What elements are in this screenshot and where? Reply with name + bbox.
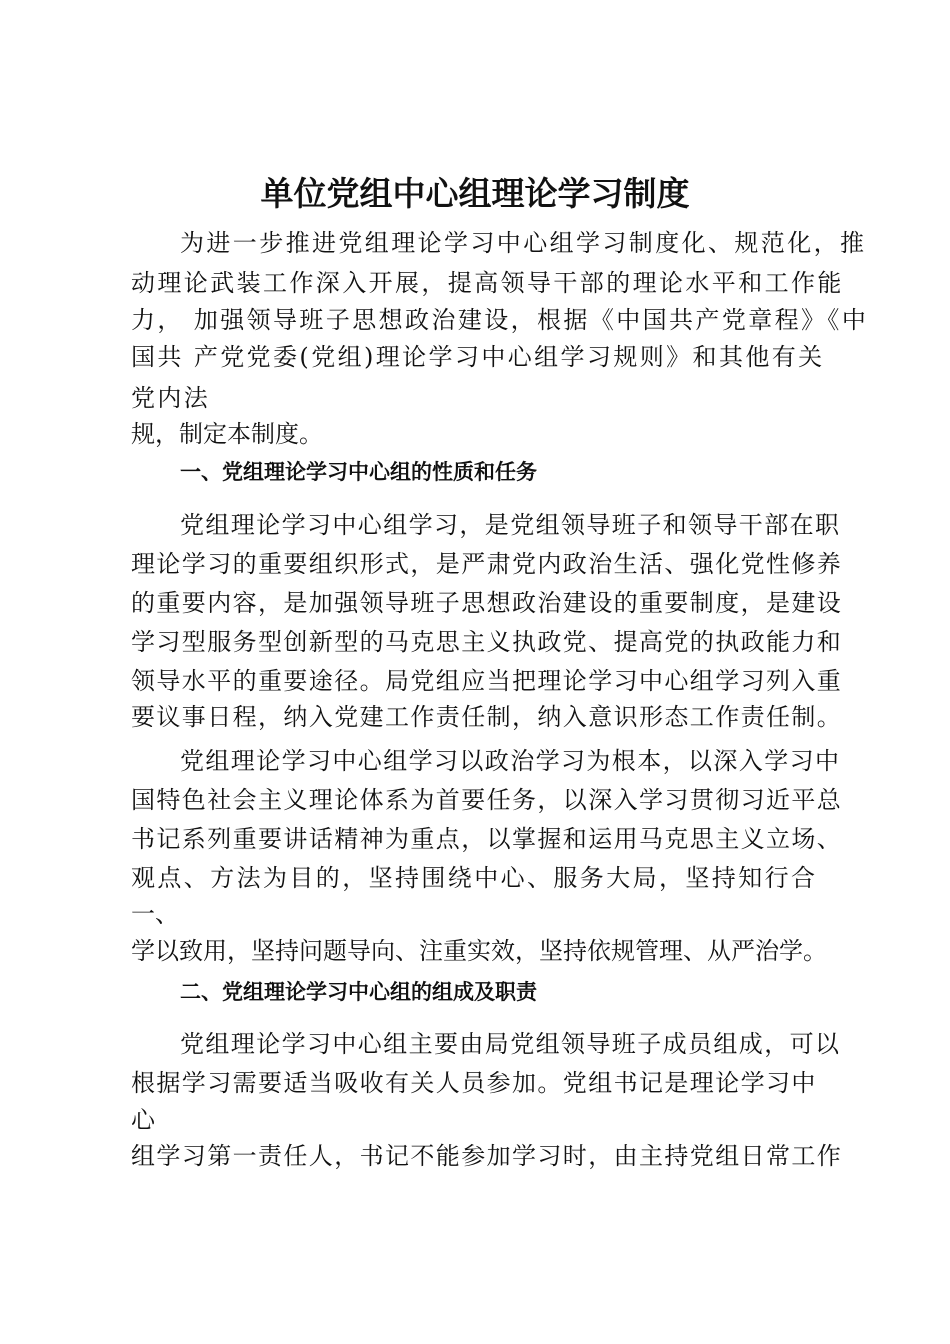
intro-line: 党内法 — [131, 384, 211, 412]
intro-line: 力， 加强领导班子思想政治建设，根据《中国共产党章程》《中 — [131, 306, 869, 334]
document-title: 单位党组中心组理论学习制度 — [260, 174, 690, 213]
intro-line: 动理论武装工作深入开展，提高领导干部的理论水平和工作能 — [131, 269, 844, 297]
paragraph-line: 党组理论学习中心组学习以政治学习为根本，以深入学习中 — [180, 747, 841, 775]
paragraph-line: 组学习第一责任人，书记不能参加学习时，由主持党组日常工作 — [131, 1142, 843, 1170]
paragraph-line: 党组理论学习中心组学习，是党组领导班子和领导干部在职 — [180, 511, 841, 539]
paragraph-line: 根据学习需要适当吸收有关人员参加。党组书记是理论学习中 — [131, 1069, 817, 1097]
paragraph-line: 一、 — [131, 900, 179, 928]
paragraph-line: 学习型服务型创新型的马克思主义执政党、提高党的执政能力和 — [131, 628, 843, 656]
section-1-heading: 一、党组理论学习中心组的性质和任务 — [180, 460, 537, 484]
paragraph-line: 领导水平的重要途径。局党组应当把理论学习中心组学习列入重 — [131, 667, 843, 695]
paragraph-line: 要议事日程，纳入党建工作责任制，纳入意识形态工作责任制。 — [131, 703, 843, 731]
paragraph-line: 书记系列重要讲话精神为重点，以掌握和运用马克思主义立场、 — [131, 825, 843, 853]
intro-line: 国共 产党党委(党组)理论学习中心组学习规则》和其他有关 — [131, 343, 825, 371]
intro-line: 规，制定本制度。 — [131, 420, 323, 448]
intro-line: 为进一步推进党组理论学习中心组学习制度化、规范化，推 — [180, 229, 867, 257]
section-2-heading: 二、党组理论学习中心组的组成及职责 — [180, 980, 537, 1004]
paragraph-line: 理论学习的重要组织形式，是严肃党内政治生活、强化党性修养 — [131, 550, 843, 578]
paragraph-line: 国特色社会主义理论体系为首要任务，以深入学习贯彻习近平总 — [131, 786, 843, 814]
paragraph-line: 党组理论学习中心组主要由局党组领导班子成员组成，可以 — [180, 1030, 841, 1058]
paragraph-line: 的重要内容，是加强领导班子思想政治建设的重要制度，是建设 — [131, 589, 843, 617]
paragraph-line: 观点、方法为目的，坚持围绕中心、服务大局，坚持知行合 — [131, 864, 818, 892]
paragraph-line: 心 — [131, 1106, 155, 1134]
paragraph-line: 学以致用，坚持问题导向、注重实效，坚持依规管理、从严治学。 — [131, 937, 827, 965]
